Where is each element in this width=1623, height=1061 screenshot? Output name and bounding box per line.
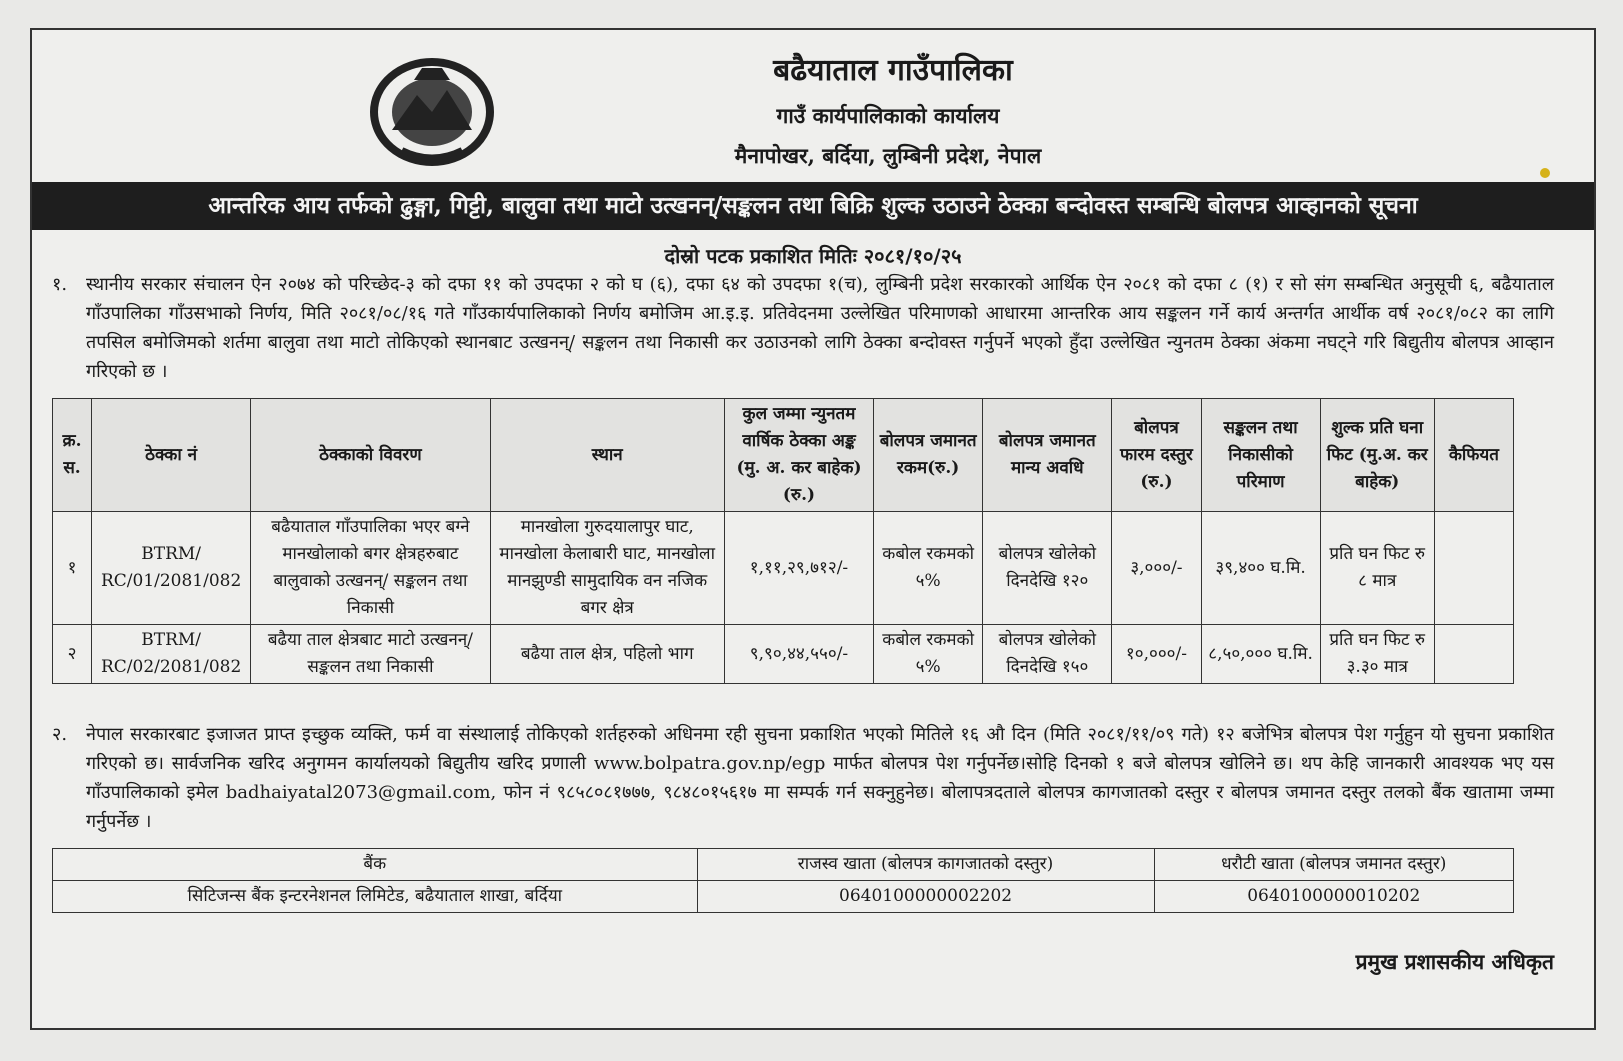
col-header-quantity: सङ्कलन तथा निकासीको परिमाण	[1201, 399, 1320, 512]
cell-contract-no: BTRM/ RC/02/2081/082	[92, 625, 251, 684]
paragraph-1-number: १.	[52, 274, 68, 295]
cell-bid-security: कबोल रकमको ५%	[874, 625, 983, 684]
col-header-form-fee: बोलपत्र फारम दस्तुर (रु.)	[1112, 399, 1201, 512]
paragraph-2	[52, 720, 1554, 836]
cell-rate: प्रति घन फिट रु ८ मात्र	[1320, 512, 1434, 625]
cell-location: बढैया ताल क्षेत्र, पहिलो भाग	[490, 625, 724, 684]
cell-remarks	[1434, 512, 1513, 625]
cell-rate: प्रति घन फिट रु ३.३० मात्र	[1320, 625, 1434, 684]
cell-contract-no: BTRM/ RC/01/2081/082	[92, 512, 251, 625]
cell-description: बढैयाताल गाँउपालिका भएर बग्ने मानखोलाको बगर क्षेत्रहरुबाट बालुवाको उत्खनन्/ सङ्कलन तथा निकासी	[251, 512, 490, 625]
cell-description: बढैया ताल क्षेत्रबाट माटो उत्खनन्/सङ्कलन तथा निकासी	[251, 625, 490, 684]
cell-validity: बोलपत्र खोलेको दिनदेखि १५०	[983, 625, 1112, 684]
contract-table-header-row	[53, 399, 1514, 512]
col-header-contract-no: ठेक्का नं	[92, 399, 251, 512]
cell-remarks	[1434, 625, 1513, 684]
cell-location: मानखोला गुरुदयालापुर घाट, मानखोला केलाबारी घाट, मानखोला मानझुण्डी सामुदायिक वन नजिक बगर क्षेत्र	[490, 512, 724, 625]
paragraph-1-text: स्थानीय सरकार संचालन ऐन २०७४ को परिच्छेद-३ को दफा ११ को उपदफा २ को घ (६), दफा ६४ को उपदफा १(च), लुम्बिनी प्रदेश सरकारको आर्थिक ऐन २०८१ को दफा ८ (१) र सो संग सम्बन्धित अनुसूची ६, बढैयाताल गाँउपालिका गाँउसभाको निर्णय, मिति २०८१/०८/१६ गते गाँउकार्यपालिकाको निर्णय बमोजिम आ.इ.इ. प्रतिवेदनमा उल्लेखित परिमाणको आधारमा आन्तरिक आय सङ्कलन गर्ने कार्य अन्तर्गत आर्थीक वर्ष २०८१/०८२ का लागि तपसिल बमोजिमको शर्तमा बालुवा तथा माटो तोकिएको स्थानबाट उत्खनन्/ सङ्कलन तथा निकासी कर उठाउनको लागि ठेक्का बन्दोवस्त गर्नुपर्ने भएको हुँदा उल्लेखित न्युनतम ठेक्का अंकमा नघट्ने गरि बिद्युतीय बोलपत्र आव्हान गरिएको छ ।	[86, 274, 1554, 382]
col-header-bid-security: बोलपत्र जमानत रकम(रु.)	[874, 399, 983, 512]
publish-date: दोस्रो पटक प्रकाशित मितिः २०८१/१०/२५	[664, 244, 962, 268]
bank-col-header: बैंक	[53, 849, 698, 881]
signatory-title: प्रमुख प्रशासकीय अधिकृत	[1355, 949, 1554, 974]
col-header-location: स्थान	[490, 399, 724, 512]
cell-sn: १	[53, 512, 92, 625]
revenue-account-col-header: राजस्व खाता (बोलपत्र कागजातको दस्तुर)	[697, 849, 1154, 881]
cell-validity: बोलपत्र खोलेको दिनदेखि १२०	[983, 512, 1112, 625]
notice-frame	[30, 28, 1596, 1030]
cell-min-amount: १,११,२९,७१२/-	[724, 512, 873, 625]
cell-form-fee: १०,०००/-	[1112, 625, 1201, 684]
table-row	[53, 512, 1514, 625]
cell-form-fee: ३,०००/-	[1112, 512, 1201, 625]
office-address: मैनापोखर, बर्दिया, लुम्बिनी प्रदेश, नेपाल	[734, 143, 1042, 168]
col-header-description: ठेक्काको विवरण	[251, 399, 490, 512]
paragraph-2-text: नेपाल सरकारबाट इजाजत प्राप्त इच्छुक व्यक्ति, फर्म वा संस्थालाई तोकिएको शर्तहरुको अधिनमा रही सुचना प्रकाशित भएको मितिले १६ औ दिन (मिति २०८१/११/०९ गते) १२ बजेभित्र बोलपत्र पेश गर्नुहुन यो सुचना प्रकाशित गरिएको छ। सार्वजनिक खरिद अनुगमन कार्यालयको बिद्युतीय खरिद प्रणाली www.bolpatra.gov.np/egp मार्फत बोलपत्र पेश गर्नुपर्नेछ।सोहि दिनको १ बजे बोलपत्र खोलिने छ। थप केहि जानकारी आवश्यक भए यस गाँउपालिकाको इमेल badhaiyatal2073@gmail.com, फोन नं ९८५८०८१७७७, ९८४८०१५६१७ मा सम्पर्क गर्न सक्नुहुनेछ। बोलापत्रदताले बोलपत्र कागजातको दस्तुर र बोलपत्र जमानत दस्तुर तलको बैंक खातामा जम्मा गर्नुपर्नेछ ।	[86, 724, 1554, 832]
col-header-sn: क्र. स.	[53, 399, 92, 512]
table-row	[53, 625, 1514, 684]
org-name: बढैयाताल गाउँपालिका	[773, 53, 1013, 88]
col-header-min-amount: कुल जम्मा न्युनतम वार्षिक ठेक्का अङ्क (मु. अ. कर बाहेक)(रु.)	[724, 399, 873, 512]
cell-sn: २	[53, 625, 92, 684]
col-header-rate: शुल्क प्रति घना फिट (मु.अ. कर बाहेक)	[1320, 399, 1434, 512]
revenue-account-number: 0640100000002202	[697, 881, 1154, 913]
notice-title-banner: आन्तरिक आय तर्फको ढुङ्गा, गिट्टी, बालुवा तथा माटो उत्खनन्/सङ्कलन तथा बिक्रि शुल्क उठाउने ठेक्का बन्दोवस्त सम्बन्धि बोलपत्र आव्हानको सूचना	[32, 182, 1594, 230]
office-name: गाउँ कार्यपालिकाको कार्यालय	[776, 103, 1000, 128]
bank-table-header-row	[53, 849, 1514, 881]
table-row	[53, 881, 1514, 913]
cell-bid-security: कबोल रकमको ५%	[874, 512, 983, 625]
bank-table	[52, 848, 1514, 913]
cell-quantity: ८,५०,००० घ.मि.	[1201, 625, 1320, 684]
paragraph-1	[52, 270, 1554, 386]
ink-dot	[1540, 168, 1550, 178]
bank-name: सिटिजन्स बैंक इन्टरनेशनल लिमिटेड, बढैयाताल शाखा, बर्दिया	[53, 881, 698, 913]
paragraph-2-number: २.	[52, 724, 68, 745]
contract-table	[52, 398, 1514, 684]
col-header-remarks: कैफियत	[1434, 399, 1513, 512]
col-header-validity: बोलपत्र जमानत मान्य अवधि	[983, 399, 1112, 512]
deposit-account-number: 0640100000010202	[1154, 881, 1513, 913]
cell-min-amount: ९,९०,४४,५५०/-	[724, 625, 873, 684]
cell-quantity: ३९,४०० घ.मि.	[1201, 512, 1320, 625]
deposit-account-col-header: धरौटी खाता (बोलपत्र जमानत दस्तुर)	[1154, 849, 1513, 881]
